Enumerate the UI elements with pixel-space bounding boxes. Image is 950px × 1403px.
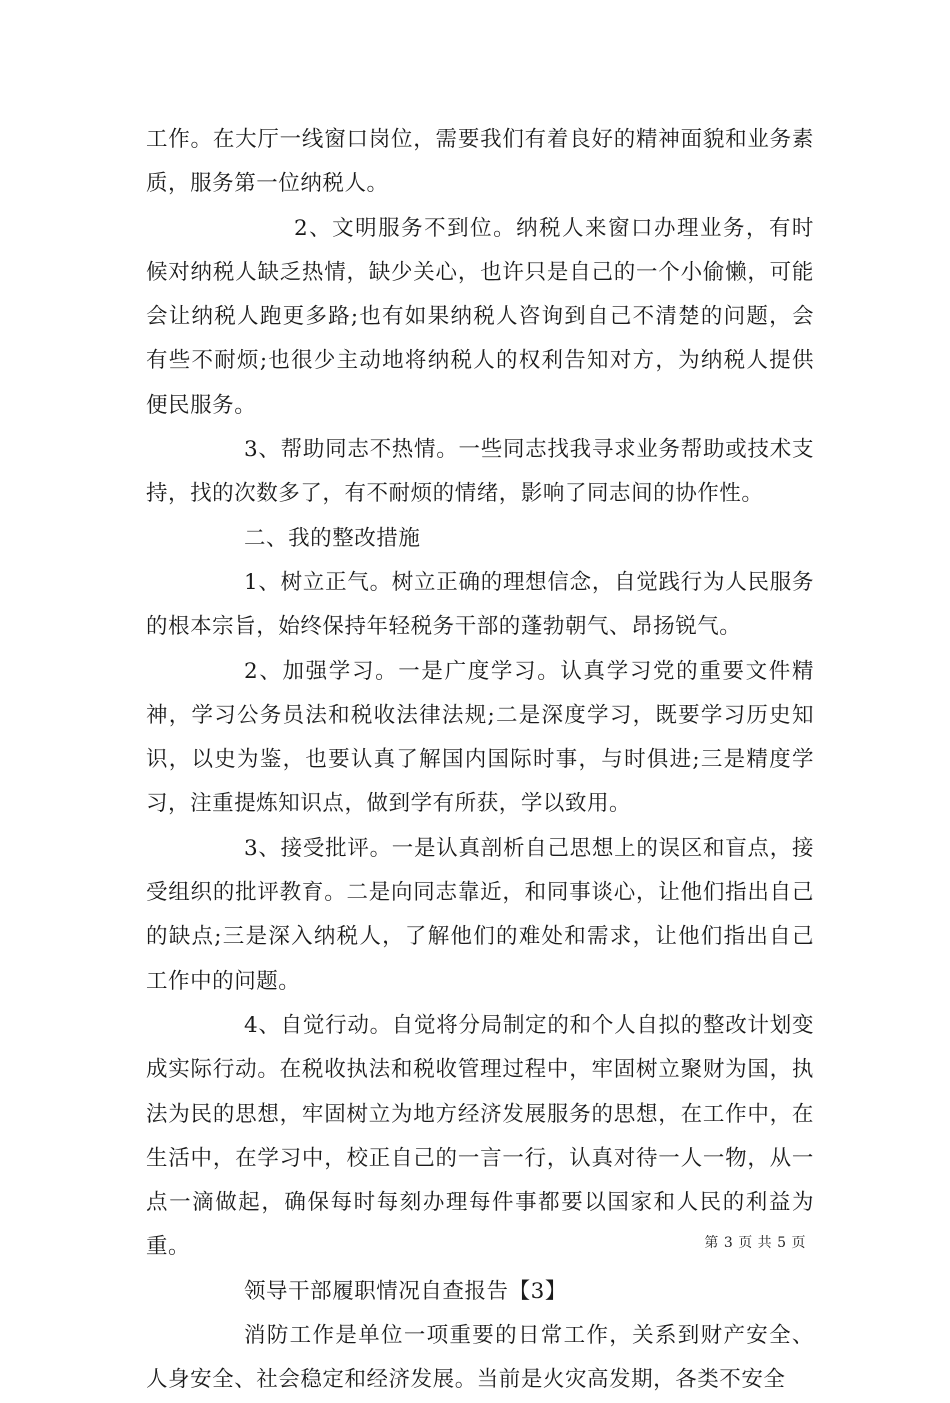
section-heading-measures: 二、我的整改措施: [244, 525, 421, 551]
paragraph-item-3: 3、帮助同志不热情。一些同志找我寻求业务帮助或技术支持，找的次数多了，有不耐烦的情绪，影响了同志间的协作性。: [146, 437, 814, 507]
paragraph-fire-safety: 消防工作是单位一项重要的日常工作，关系到财产安全、人身安全、社会稳定和经济发展。当前是火灾高发期，各类不安全: [146, 1323, 814, 1393]
paragraph-measure-1: 1、树立正气。树立正确的理想信念，自觉践行为人民服务的根本宗旨，始终保持年轻税务干部的蓬勃朝气、昂扬锐气。: [146, 569, 814, 640]
paragraph-measure-2: 2、加强学习。一是广度学习。认真学习党的重要文件精神，学习公务员法和税收法律法规;二是深度学习，既要学习历史知识，以史为鉴，也要认真了解国内国际时事，与时俱进;三是精度学习，注重提炼知识点，做到学有所获，学以致用。: [146, 658, 814, 817]
paragraph-measure-4: 4、自觉行动。自觉将分局制定的和个人自拟的整改计划变成实际行动。在税收执法和税收管理过程中，牢固树立聚财为国，执法为民的思想，牢固树立为地方经济发展服务的思想，在工作中，在生活中，在学习中，校正自己的一言一行，认真对待一人一物，从一点一滴做起，确保每时每刻办理每件事都要以国家和人民的利益为重。: [146, 1012, 814, 1260]
paragraph-item-2: 2、文明服务不到位。纳税人来窗口办理业务，有时候对纳税人缺乏热情，缺少关心，也许只是自己的一个小偷懒，可能会让纳税人跑更多路;也有如果纳税人咨询到自己不清楚的问题，会有些不耐烦;也很少主动地将纳税人的权利告知对方，为纳税人提供便民服务。: [146, 215, 814, 418]
report-title: 领导干部履职情况自查报告【3】: [244, 1278, 567, 1304]
page-number-footer: 第 3 页 共 5 页: [704, 1235, 806, 1251]
paragraph-continuation: 工作。在大厅一线窗口岗位，需要我们有着良好的精神面貌和业务素质，服务第一位纳税人。: [146, 127, 814, 197]
document-body: [146, 118, 814, 1403]
paragraph-measure-3: 3、接受批评。一是认真剖析自己思想上的误区和盲点，接受组织的批评教育。二是向同志靠近，和同事谈心，让他们指出自己的缺点;三是深入纳税人，了解他们的难处和需求，让他们指出自己工作中的问题。: [146, 835, 814, 994]
